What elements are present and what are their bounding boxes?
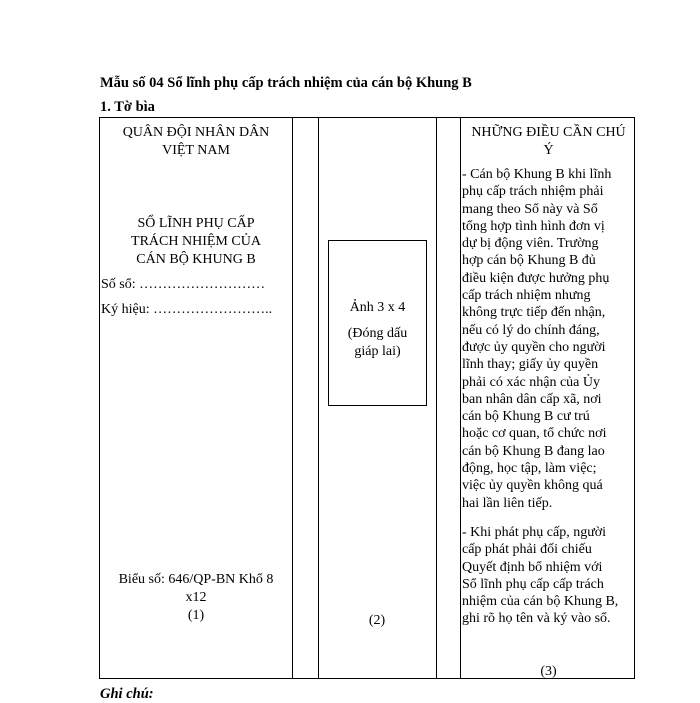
notes-line: mang theo Sổ này và Sổ [462, 201, 598, 217]
notes-line: Sổ lĩnh phụ cấp cấp trách [462, 576, 604, 592]
notes-line: nhiệm của cán bộ Khung B, [462, 594, 619, 610]
notes-title [461, 124, 636, 160]
middle-panel-label: (2) [368, 613, 386, 628]
notes-line: - Khi phát phụ cấp, người [462, 525, 607, 540]
notes-paragraph-1 [462, 166, 635, 512]
cover-left-panel [100, 118, 292, 678]
notes-line: động, học tập, làm việc; [462, 461, 597, 477]
notes-line: được ủy quyền cho người [462, 339, 606, 355]
notes-line: phải có xác nhận của Ủy [462, 374, 600, 390]
notes-line: không trực tiếp đến nhận, [462, 305, 606, 321]
column-divider [318, 118, 319, 678]
notes-line: việc ủy quyền không quá [462, 478, 603, 494]
right-panel-label: (3) [540, 664, 557, 679]
notes-line: - Cán bộ Khung B khi lĩnh [462, 167, 612, 182]
org-name-line1: QUÂN ĐỘI NHÂN DÂN [122, 125, 270, 140]
notes-line: điều kiện được hưởng phụ [462, 270, 610, 286]
notes-line: cán bộ Khung B đang lao [462, 443, 605, 459]
notes-line: cấp phát phải đối chiếu [462, 542, 592, 558]
org-name-line2: VIỆT NAM [162, 143, 230, 158]
notes-line: dự bị động viên. Trường [462, 236, 599, 252]
notes-paragraph-2 [462, 524, 635, 628]
notes-line: ban nhân dân cấp xã, nơi [462, 391, 602, 407]
note-heading: Ghi chú: [100, 686, 154, 702]
photo-size-text: Ảnh 3 x 4 [349, 300, 406, 315]
notes-line: phụ cấp trách nhiệm phải [462, 184, 604, 200]
book-title-line2: TRÁCH NHIỆM CỦA [131, 234, 261, 249]
notes-line: ghi rõ họ tên và ký vào sổ. [462, 611, 611, 627]
notes-line: tổng hợp tình hình đơn vị [462, 218, 605, 234]
section-title: 1. Tờ bìa [100, 99, 155, 115]
notes-line: Quyết định bổ nhiệm với [462, 559, 603, 575]
book-symbol-field: Ký hiệu: …………………….. [101, 302, 273, 317]
notes-panel [461, 118, 636, 678]
book-number-field: Số sổ: ……………………… [101, 277, 266, 292]
notes-line: cấp trách nhiệm nhưng [462, 288, 591, 304]
notes-line: hoặc cơ quan, tổ chức nơi [462, 426, 607, 442]
photo-placeholder [328, 240, 427, 406]
notes-line: hợp cán bộ Khung B đủ [462, 253, 596, 269]
form-code-line2: x12 [185, 590, 207, 605]
notes-line: lĩnh thay; giấy ủy quyền [462, 357, 599, 373]
notes-title-line2: Ý [543, 143, 554, 158]
photo-stamp-text-line1: (Đóng dấu [347, 326, 408, 341]
notes-line: nếu có lý do chính đáng, [462, 322, 600, 338]
form-code-line1: Biểu số: 646/QP-BN Khổ 8 [118, 572, 274, 587]
document-heading: Mẫu số 04 Sổ lĩnh phụ cấp trách nhiệm của cán bộ Khung B [100, 75, 472, 91]
notes-title-line1: NHỮNG ĐIỀU CẦN CHÚ [471, 125, 626, 140]
photo-stamp-text-line2: giáp lai) [354, 344, 401, 359]
notes-line: hai lần liên tiếp. [462, 495, 553, 511]
left-panel-label: (1) [187, 608, 205, 623]
cover-table [99, 117, 635, 679]
notes-line: cán bộ Khung B cư trú [462, 409, 590, 425]
column-divider [292, 118, 293, 678]
column-divider [436, 118, 437, 678]
book-title-line3: CÁN BỘ KHUNG B [136, 252, 256, 267]
book-title-line1: SỔ LĨNH PHỤ CẤP [137, 216, 255, 231]
